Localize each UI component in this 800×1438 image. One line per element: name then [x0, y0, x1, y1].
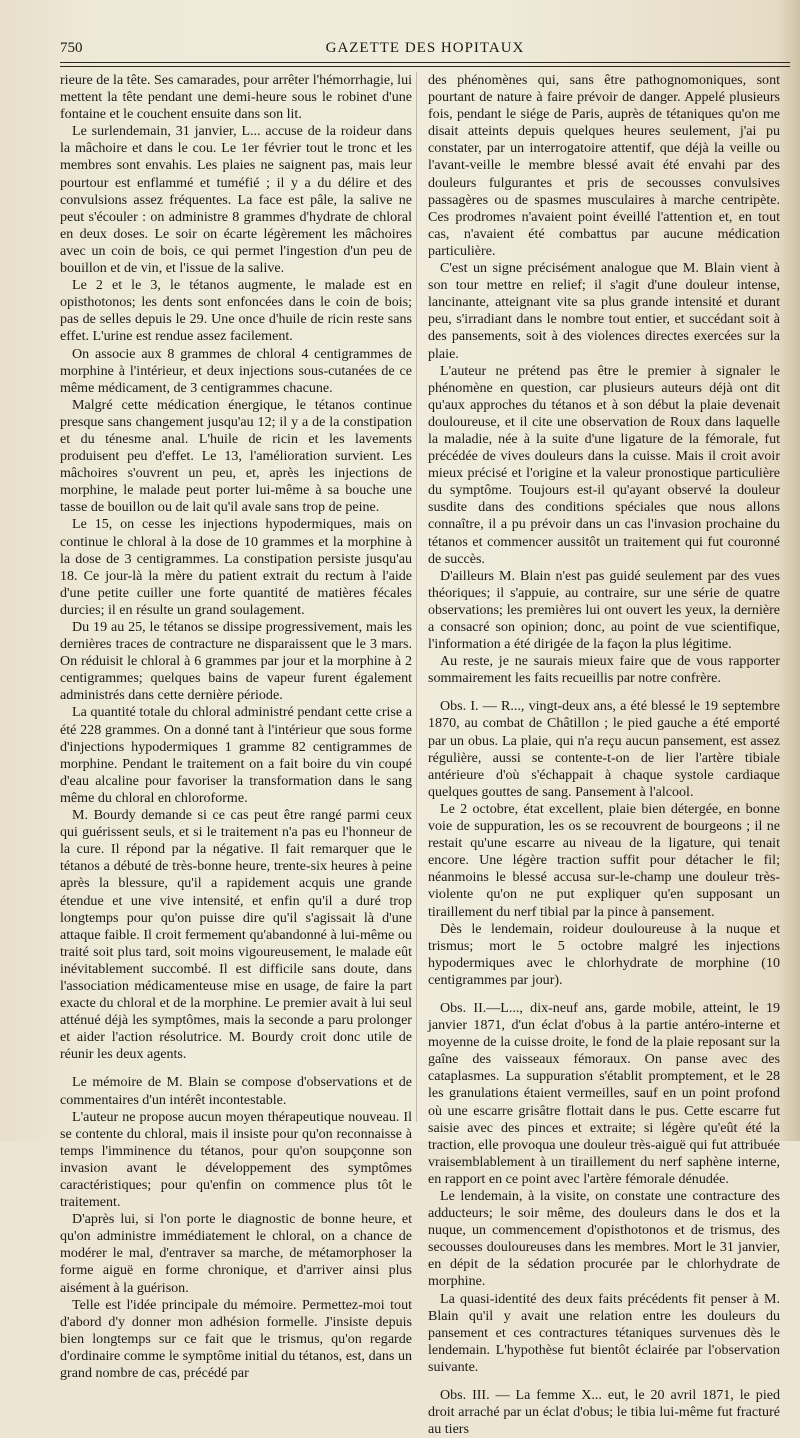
- paragraph: On associe aux 8 grammes de chloral 4 centigrammes de morphine à l'intérieur, et deux injections sous-cutanées de ce même médicament, de 3 centigrammes chacune.: [60, 345, 412, 396]
- page-header: [60, 34, 790, 62]
- paragraph: Le lendemain, à la visite, on constate une contracture des adducteurs; le soir même, des douleurs dans le dos et la nuque, un commencement d'opisthotonos et de trismus, des secousses douloureuses dans les membres. Mort le 31 janvier, en dépit de la sédation procurée par le chlorhydrate de morphine.: [428, 1188, 780, 1290]
- paragraph: D'ailleurs M. Blain n'est pas guidé seulement par des vues théoriques; il s'appuie, au contraire, sur une série de quatre observations; les premières lui ont ouvert les yeux, la dernière a consacré son opinion; donc, au point de vue scientifique, l'information a été dirigée de la façon la plus légitime.: [428, 567, 780, 653]
- observation-paragraph: Obs. II.—L..., dix-neuf ans, garde mobile, atteint, le 19 janvier 1871, d'un éclat d'obus à la partie antéro-interne et moyenne de la cuisse droite, le fond de la plaie reposant sur la gaîne des vaisseaux fémoraux. On panse avec des cataplasmes. La suppuration s'établit promptement, et le 28 les granulations étaient vermeilles, sauf en un point profond où une escarre grisâtre flottait dans le pus. Cette escarre fut saisie avec des pinces et extraite; si légère qu'eût été la traction, elle provoqua une douleur très-aiguë qui fut attribuée vraisemblablement à un tiraillement du nerf saphène interne, en rapport en ce point avec l'artère fémorale dénudée.: [428, 999, 780, 1187]
- observation-paragraph: Obs. III. — La femme X... eut, le 20 avril 1871, le pied droit arraché par un éclat d'obus; le tibia lui-même fut fracturé au tiers: [428, 1387, 780, 1438]
- column-divider: [416, 72, 417, 1122]
- paragraph: Malgré cette médication énergique, le tétanos continue presque sans changement jusqu'au 12; il y a de la constipation et du ténesme anal. L'huile de ricin et les lavements produisent peu d'effet. Le 13, l'amélioration survient. Les mâchoires s'ouvrent un peu, et, après les injections de morphine, le malade peut porter lui-même à sa bouche une tasse de bouillon ou de lait qu'il avale sans trop de peine.: [60, 396, 412, 516]
- paragraph: rieure de la tête. Ses camarades, pour arrêter l'hémorrhagie, lui mettent la tête pendant une demi-heure sous le robinet d'une fontaine et le couchent ensuite dans son lit.: [60, 72, 412, 123]
- paragraph: Telle est l'idée principale du mémoire. Permettez-moi tout d'abord d'y donner mon adhésion formelle. J'insiste depuis bien longtemps sur ce fait que le trismus, qu'on regarde d'ordinaire comme le symptôme initial du tétanos, est, dans un grand nombre de cas, précédé par: [60, 1296, 412, 1382]
- left-column: [60, 72, 412, 1382]
- paragraph: Le 2 octobre, état excellent, plaie bien détergée, en bonne voie de suppuration, les os se recouvrent de bourgeons ; il ne restait qu'une escarre au niveau de la ligature, qui tenait encore. Une légère traction suffit pour détacher le fil; néanmoins le blessé accusa sur-le-champ une douleur très-violente qu'on ne put expliquer qu'en supposant un tiraillement du nerf tibial par la pince à pansement.: [428, 800, 780, 920]
- paragraph: des phénomènes qui, sans être pathognomoniques, sont pourtant de nature à faire prévoir de danger. Appelé plusieurs fois, pendant le siége de Paris, auprès de tétaniques qu'on me disait atteints depuis quelques heures seulement, j'ai pu constater, par un interrogatoire attentif, que déjà la veille ou l'avant-veille le membre blessé avait été envahi par des douleurs fulgurantes et pris de secousses convulsives passagères ou de spasmes musculaires à marche centripète. Ces prodromes n'avaient point éveillé l'attention et, en tout cas, n'avaient été combattus par aucune médication particulière.: [428, 72, 780, 259]
- observation-paragraph: Obs. I. — R..., vingt-deux ans, a été blessé le 19 septembre 1870, au combat de Châtillon ; le pied gauche a été emporté par un obus. La plaie, qui n'a reçu aucun pansement, est assez régulière, aussi se contente-t-on de lier l'artère tibiale antérieure d'où s'échappait à chaque systole cardiaque quelques gouttes de sang. Pansement à l'alcool.: [428, 698, 780, 800]
- paragraph: Le 15, on cesse les injections hypodermiques, mais on continue le chloral à la dose de 10 grammes et la morphine à la dose de 3 centigrammes. La constipation persiste jusqu'au 18. Ce jour-là la mère du patient extrait du rectum à l'aide d'une petite cuiller une forte quantité de matières fécales durcies; il en résulte un grand soulagement.: [60, 516, 412, 618]
- journal-title: GAZETTE DES HOPITAUX: [325, 40, 525, 56]
- paragraph: Le mémoire de M. Blain se compose d'observations et de commentaires d'un intérêt incontestable.: [60, 1074, 412, 1108]
- page-number: 750: [60, 40, 83, 56]
- paragraph: La quantité totale du chloral administré pendant cette crise a été 228 grammes. On a donné tant à l'intérieur que sous forme d'injections hypodermiques 1 gramme 82 centigrammes de morphine. Pendant le traitement on a fait boire du vin coupé d'eau alcaline pour favoriser la transformation dans le sang même du chloral en chloroforme.: [60, 704, 412, 806]
- paragraph: Du 19 au 25, le tétanos se dissipe progressivement, mais les dernières traces de contracture ne disparaissent que le 3 mars. On réduisit le chloral à 6 grammes par jour et la morphine à 2 centigrammes; quelques bains de vapeur furent également administrés dans cette dernière période.: [60, 619, 412, 704]
- paragraph: Le 2 et le 3, le tétanos augmente, le malade est en opisthotonos; les dents sont enfoncées dans le coin de bois; pas de selles depuis le 29. Une once d'huile de ricin reste sans effet. L'urine est rendue assez facilement.: [60, 277, 412, 345]
- paragraph: M. Bourdy demande si ce cas peut être rangé parmi ceux qui guérissent seuls, et si le traitement n'a pas eu l'honneur de la cure. Il répond par la négative. Il fait remarquer que le tétanos a débuté de très-bonne heure, trente-six heures à peine après la blessure, qu'il a rapidement acquis une grande étendue et une vive intensité, et enfin qu'il a duré trop longtemps pour qu'on puisse dire qu'il s'agissait là d'une attaque faible. Il croit fermement qu'abandonné à lui-même ou traité soit plus tard, soit moins vigoureusement, le malade eût inévitablement succombé. Il est difficile sans doute, dans l'association médicamenteuse mise en usage, de faire la part exacte du chloral et de la morphine. Le premier avait à lui seul atténué déjà les symptômes, mais la seconde a paru prolonger et aider l'action résolutrice. M. Bourdy croit donc utile de réunir les deux agents.: [60, 807, 412, 1063]
- paragraph: L'auteur ne prétend pas être le premier à signaler le phénomène en question, car plusieurs auteurs déjà ont dit qu'aux approches du tétanos et à son début la plaie devenait douloureuse, et il cite une observation de Roux dans laquelle la maladie, née à la suite d'une ligature de la fémorale, fut précédée de vives douleurs dans la cuisse. Mais il croit avoir mieux précisé et l'origine et la valeur pronostique particulière du symptôme. Toujours est-il qu'ayant observé la douleur susdite dans des conditions spéciales que nous allons connaître, il a pu prévoir dans un cas l'invasion prochaine du tétanos et commencer aussitôt un traitement qui fut couronné de succès.: [428, 362, 780, 567]
- header-rule-top: [60, 62, 790, 63]
- paragraph: Le surlendemain, 31 janvier, L... accuse de la roideur dans la mâchoire et dans le cou. Le 1er février tout le tronc et les membres sont envahis. Les plaies ne saignent pas, mais leur pourtour est enflammé et tuméfié ; il y a du délire et des convulsions assez fréquentes. La face est pâle, la salive ne peut s'écouler : on administre 8 grammes d'hydrate de chloral en deux doses. Le soir on écarte légèrement les mâchoires avec un coin de bois, ce qui permet l'ingestion d'un peu de bouillon et de vin, et l'issue de la salive.: [60, 123, 412, 277]
- paragraph: C'est un signe précisément analogue que M. Blain vient à son tour mettre en relief; il s'agit d'une douleur intense, lancinante, atteignant vite sa plus grande intensité et durant peu, s'irradiant dans le nombre tout entier, et succédant soit à des pansements, soit à des violences directes exercées sur la plaie.: [428, 260, 780, 362]
- paragraph: La quasi-identité des deux faits précédents fit penser à M. Blain qu'il y avait une relation entre les douleurs du pansement et ces contractures tétaniques survenues dès le lendemain. L'hypothèse fut bientôt éclairée par l'observation suivante.: [428, 1290, 780, 1375]
- header-rule-bottom: [60, 66, 790, 67]
- paragraph: Au reste, je ne saurais mieux faire que de vous rapporter sommairement les faits recueillis par notre confrère.: [428, 653, 780, 687]
- paragraph: L'auteur ne propose aucun moyen thérapeutique nouveau. Il se contente du chloral, mais il insiste pour qu'on reconnaisse à temps l'imminence du tétanos, pour qu'on soupçonne son invasion avant le développement des symptômes caractéristiques; pour qu'enfin on commence plus tôt le traitement.: [60, 1108, 412, 1211]
- paragraph: Dès le lendemain, roideur douloureuse à la nuque et trismus; mort le 5 octobre malgré les injections hypodermiques avec le chlorhydrate de morphine (10 centigrammes par jour).: [428, 920, 780, 988]
- right-column: [428, 72, 780, 1438]
- paragraph: D'après lui, si l'on porte le diagnostic de bonne heure, et qu'on administre immédiatement le chloral, on a chance de modérer le mal, d'entraver sa marche, de métamorphoser la forme aiguë en forme chronique, et d'arriver ainsi plus aisément à la guérison.: [60, 1211, 412, 1296]
